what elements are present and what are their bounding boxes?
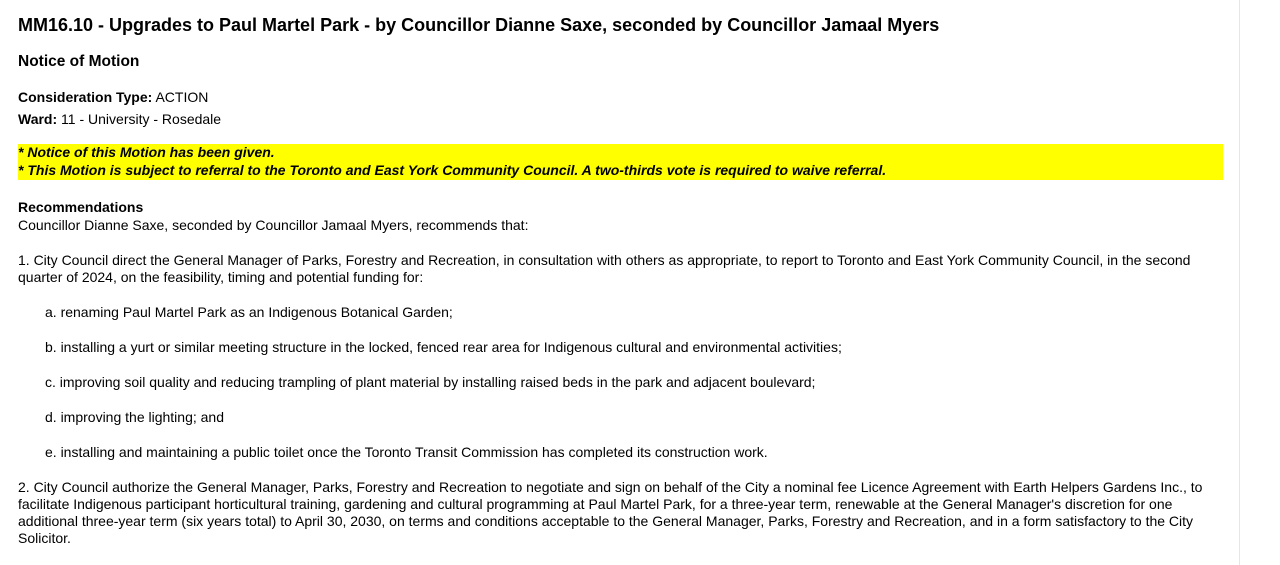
sub-item-b: b. installing a yurt or similar meeting structure in the locked, fenced rear area for Indigenous cultural and environmental activities; bbox=[45, 339, 842, 355]
recommendation-item-2: 2. City Council authorize the General Manager, Parks, Forestry and Recreation to negotiate and sign on behalf of the City a nominal fee Licence Agreement with Earth Helpers Gardens Inc., to facilitate Indigenous participant horticultural training, gardening and cultural programming at Paul Martel Park, for a three-year term, renewable at the General Manager's discretion for one additional three-year term (six years total) to April 30, 2030, on terms and conditions acceptable to the General Manager, Parks, Forestry and Recreation, and in a form satisfactory to the City Solicitor. bbox=[18, 479, 1203, 546]
ward-label: Ward: bbox=[18, 111, 58, 127]
motion-type-heading: Notice of Motion bbox=[18, 53, 140, 70]
recommendation-sub-items bbox=[18, 304, 1223, 461]
motion-content bbox=[18, 14, 1223, 547]
referral-line: * This Motion is subject to referral to the Toronto and East York Community Council. A two-thirds vote is required to waive referral. bbox=[18, 161, 887, 178]
sub-item-c: c. improving soil quality and reducing trampling of plant material by installing raised beds in the park and adjacent boulevard; bbox=[45, 374, 816, 390]
page-right-border bbox=[1239, 0, 1240, 565]
consideration-type-value: ACTION bbox=[155, 89, 209, 105]
notice-given-line: * Notice of this Motion has been given. bbox=[18, 144, 275, 160]
recommendations-heading: Recommendations bbox=[18, 199, 144, 215]
motion-meta bbox=[18, 86, 1223, 130]
ward-row bbox=[18, 108, 1223, 130]
recommendation-item-1: 1. City Council direct the General Manager of Parks, Forestry and Recreation, in consultation with others as appropriate, to report to Toronto and East York Community Council, in the second quarter of 2024, on the feasibility, timing and potential funding for: bbox=[18, 252, 1191, 285]
consideration-type-row bbox=[18, 86, 1223, 108]
ward-value: 11 - University - Rosedale bbox=[61, 111, 222, 127]
sub-item-e: e. installing and maintaining a public toilet once the Toronto Transit Commission has completed its construction work. bbox=[45, 444, 768, 460]
referral-notice-highlight bbox=[18, 144, 1223, 180]
sub-item-d: d. improving the lighting; and bbox=[45, 409, 224, 425]
motion-title: MM16.10 - Upgrades to Paul Martel Park - by Councillor Dianne Saxe, seconded by Councillor Jamaal Myers bbox=[18, 15, 940, 35]
consideration-type-label: Consideration Type: bbox=[18, 89, 153, 105]
sub-item-a: a. renaming Paul Martel Park as an Indigenous Botanical Garden; bbox=[45, 304, 453, 320]
recommendations-intro: Councillor Dianne Saxe, seconded by Councillor Jamaal Myers, recommends that: bbox=[18, 217, 529, 233]
